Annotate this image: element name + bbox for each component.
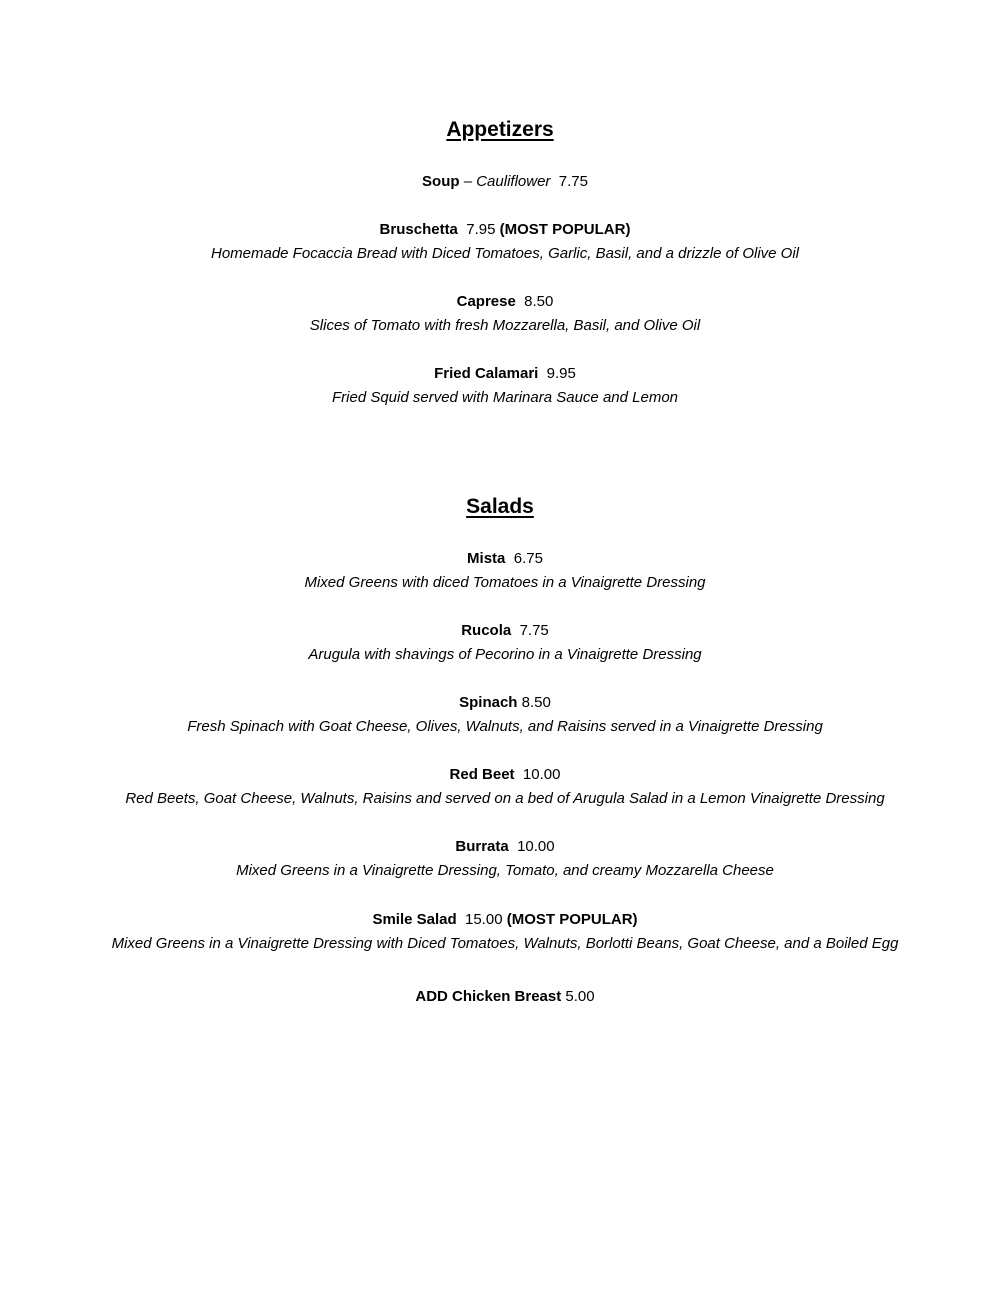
appetizers-heading: Appetizers xyxy=(446,118,554,141)
spinach-price: 8.50 xyxy=(521,694,551,711)
bruschetta-popular-badge: (MOST POPULAR) xyxy=(499,221,631,238)
bruschetta-name: Bruschetta xyxy=(379,221,458,238)
mista-item xyxy=(0,550,1000,568)
soup-name: Soup xyxy=(422,173,460,190)
burrata-price: 10.00 xyxy=(517,838,555,855)
add-chicken-name: ADD Chicken Breast xyxy=(415,988,562,1005)
spinach-item xyxy=(0,694,1000,712)
soup-variety: Cauliflower xyxy=(476,173,551,190)
rucola-item xyxy=(0,622,1000,640)
mista-name: Mista xyxy=(467,550,506,567)
rucola-price: 7.75 xyxy=(519,622,549,639)
caprese-price: 8.50 xyxy=(524,293,554,310)
smile-salad-item xyxy=(0,911,1000,929)
calamari-name: Fried Calamari xyxy=(434,365,539,382)
spinach-name: Spinach xyxy=(459,694,518,711)
spinach-description: Fresh Spinach with Goat Cheese, Olives, Walnuts, and Raisins served in a Vinaigrette Dressing xyxy=(187,718,823,735)
bruschetta-item xyxy=(0,221,1000,239)
red-beet-price: 10.00 xyxy=(522,766,561,783)
caprese-item xyxy=(0,293,1000,311)
rucola-description: Arugula with shavings of Pecorino in a Vinaigrette Dressing xyxy=(308,646,702,663)
mista-description: Mixed Greens with diced Tomatoes in a Vinaigrette Dressing xyxy=(304,574,706,591)
soup-price: 7.75 xyxy=(558,173,588,190)
burrata-name: Burrata xyxy=(455,838,509,855)
bruschetta-description: Homemade Focaccia Bread with Diced Tomatoes, Garlic, Basil, and a drizzle of Olive Oil xyxy=(210,245,800,262)
calamari-price: 9.95 xyxy=(546,365,576,382)
smile-salad-popular-badge: (MOST POPULAR) xyxy=(506,911,638,928)
red-beet-item xyxy=(0,766,1000,784)
red-beet-name: Red Beet xyxy=(449,766,515,783)
mista-price: 6.75 xyxy=(513,550,543,567)
caprese-description: Slices of Tomato with fresh Mozzarella, Basil, and Olive Oil xyxy=(309,317,701,334)
add-chicken-price: 5.00 xyxy=(565,988,595,1005)
calamari-item xyxy=(0,365,1000,383)
bruschetta-price: 7.95 xyxy=(466,221,496,238)
soup-dash: – xyxy=(459,173,477,190)
caprese-name: Caprese xyxy=(456,293,516,310)
add-chicken-item xyxy=(0,988,1000,1006)
smile-salad-price: 15.00 xyxy=(465,911,503,928)
rucola-name: Rucola xyxy=(461,622,512,639)
smile-salad-description: Mixed Greens in a Vinaigrette Dressing with Diced Tomatoes, Walnuts, Borlotti Beans, Goat Cheese, and a Boiled Egg xyxy=(111,935,899,952)
salads-heading: Salads xyxy=(466,495,534,518)
burrata-description: Mixed Greens in a Vinaigrette Dressing, Tomato, and creamy Mozzarella Cheese xyxy=(236,862,774,879)
red-beet-description: Red Beets, Goat Cheese, Walnuts, Raisins and served on a bed of Arugula Salad in a Lemon Vinaigrette Dressing xyxy=(125,790,885,807)
smile-salad-name: Smile Salad xyxy=(372,911,457,928)
soup-item xyxy=(0,173,1000,191)
burrata-item xyxy=(0,838,1000,856)
calamari-description: Fried Squid served with Marinara Sauce and Lemon xyxy=(331,389,679,406)
